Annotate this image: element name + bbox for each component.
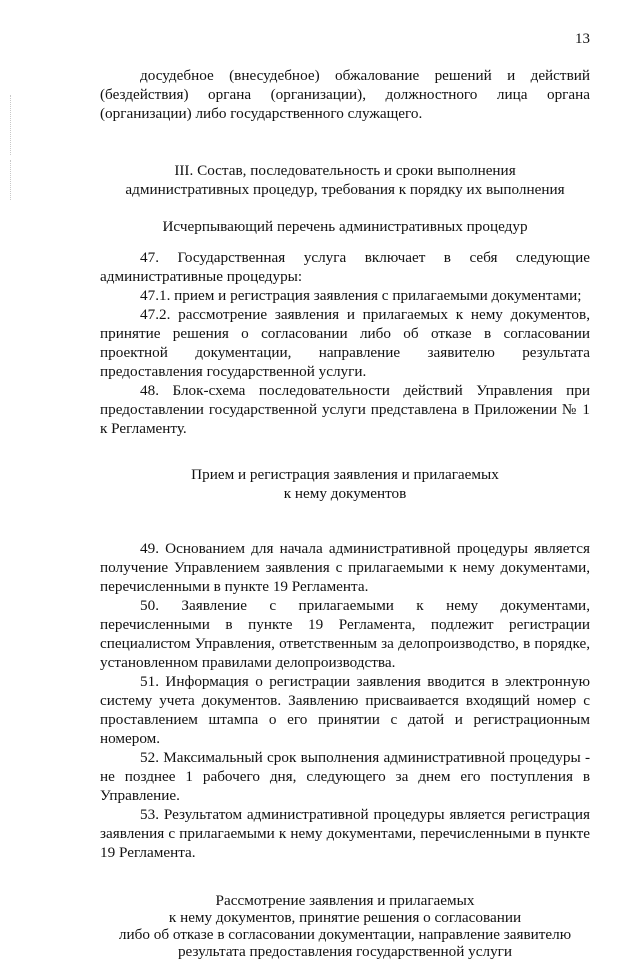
subheading-review-line2: к нему документов, принятие решения о согласовании xyxy=(168,909,522,926)
subheading-review-line3: либо об отказе в согласовании документации, направление заявителю xyxy=(118,926,572,943)
section-heading-line1: III. Состав, последовательность и сроки выполнения xyxy=(174,162,516,179)
subheading-receipt xyxy=(100,465,590,503)
section-heading xyxy=(100,161,590,199)
paragraph-47: 47. Государственная услуга включает в себя следующие административные процедуры: xyxy=(100,249,590,285)
subheading-exhaustive: Исчерпывающий перечень административных процедур xyxy=(162,218,528,235)
paragraph-50: 50. Заявление с прилагаемыми к нему документами, перечисленными в пункте 19 Регламента, подлежит регистрации специалистом Управления, ответственным за делопроизводство, в порядке, установленном правилами делопроизводства. xyxy=(100,597,590,671)
subheading-review xyxy=(100,892,590,960)
margin-mark xyxy=(10,95,13,155)
paragraph-49: 49. Основанием для начала административной процедуры является получение Управлением заявления с прилагаемыми к нему документами, перечисленными в пункте 19 Регламента. xyxy=(100,540,590,595)
paragraph-47-2: 47.2. рассмотрение заявления и прилагаемых к нему документов, принятие решения о согласовании либо об отказе в согласовании проектной документации, направление заявителю результата предоставления государственной услуги. xyxy=(100,306,590,380)
paragraph-51: 51. Информация о регистрации заявления вводится в электронную систему учета документов. Заявлению присваивается входящий номер с проставлением штампа о его принятии с датой и регистрационным номером. xyxy=(100,673,590,747)
intro-paragraph: досудебное (внесудебное) обжалование решений и действий (бездействия) органа (организации), должностного лица органа (организации) либо государственного служащего. xyxy=(100,67,590,122)
paragraph-47-1: 47.1. прием и регистрация заявления с прилагаемыми документами; xyxy=(140,287,582,304)
section-heading-line2: административных процедур, требования к порядку их выполнения xyxy=(125,181,565,198)
subheading-review-line1: Рассмотрение заявления и прилагаемых xyxy=(215,892,475,909)
page-content xyxy=(100,66,590,960)
paragraph-53: 53. Результатом административной процедуры является регистрация заявления с прилагаемыми к нему документами, перечисленными в пункте 19 Регламента. xyxy=(100,806,590,861)
margin-mark xyxy=(10,160,13,200)
subheading-receipt-line1: Прием и регистрация заявления и прилагаемых xyxy=(191,466,499,483)
page-number: 13 xyxy=(575,31,590,47)
subheading-receipt-line2: к нему документов xyxy=(283,485,407,502)
paragraph-52: 52. Максимальный срок выполнения административной процедуры - не позднее 1 рабочего дня, следующего за днем его поступления в Управление. xyxy=(100,749,590,804)
subheading-review-line4: результата предоставления государственной услуги xyxy=(177,943,513,960)
paragraph-48: 48. Блок-схема последовательности действий Управления при предоставлении государственной услуги представлена в Приложении № 1 к Регламенту. xyxy=(100,382,590,437)
